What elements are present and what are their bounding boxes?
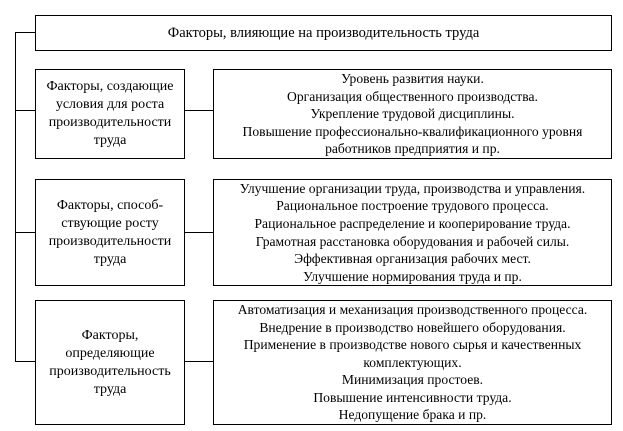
item-text: Укрепление трудовой дисциплины. <box>310 106 515 122</box>
items-box-3 <box>213 300 612 425</box>
item-text: Внедрение в производство новейшего оборудования. <box>259 319 566 335</box>
item-text: Рациональное распределение и кооперирование труда. <box>254 215 571 231</box>
category-label: Факторы, создающие условия для роста производительности труда <box>46 79 174 148</box>
item-text: Повышение профессионально-квалификационного уровня <box>242 123 583 139</box>
item-text: Грамотная расстановка оборудования и рабочей силы. <box>255 233 570 249</box>
item-text: Уровень развития науки. <box>341 71 484 87</box>
item-text: Минимизация простоев. <box>341 372 484 388</box>
connector-title <box>15 32 35 33</box>
connector-items-1 <box>185 110 213 111</box>
item-text: Эффективная организация рабочих мест. <box>294 251 531 267</box>
connector-items-2 <box>185 232 213 233</box>
item-text: Недопущение брака и пр. <box>338 407 487 423</box>
item-text: Автоматизация и механизация производственного процесса. <box>237 301 588 317</box>
item-text: комплектующих. <box>363 354 462 370</box>
diagram-title: Факторы, влияющие на производительность труда <box>167 24 480 41</box>
category-label: Факторы, определяющие производительность труда <box>49 327 171 397</box>
connector-group-2 <box>15 232 35 233</box>
item-text: Улучшение нормирования труда и пр. <box>303 268 522 284</box>
category-box-1 <box>35 69 185 159</box>
item-text: Улучшение организации труда, производства и управления. <box>239 180 586 196</box>
category-box-2 <box>35 179 185 286</box>
item-text: Рациональное построение трудового процесса. <box>276 198 549 214</box>
category-box-3 <box>35 300 185 425</box>
item-text: Применение в производстве нового сырья и качественных <box>243 337 582 353</box>
connector-spine <box>15 32 16 361</box>
items-box-1 <box>213 69 612 159</box>
connector-group-1 <box>15 110 35 111</box>
connector-items-3 <box>185 361 213 362</box>
category-label: Факторы, способ-ствующие росту производительности труда <box>48 197 172 267</box>
item-text: Организация общественного производства. <box>287 88 538 104</box>
item-text: Повышение интенсивности труда. <box>313 389 512 405</box>
diagram-title-box <box>35 15 612 51</box>
items-box-2 <box>213 179 612 286</box>
item-text: работников предприятия и пр. <box>325 141 500 157</box>
connector-group-3 <box>15 361 35 362</box>
